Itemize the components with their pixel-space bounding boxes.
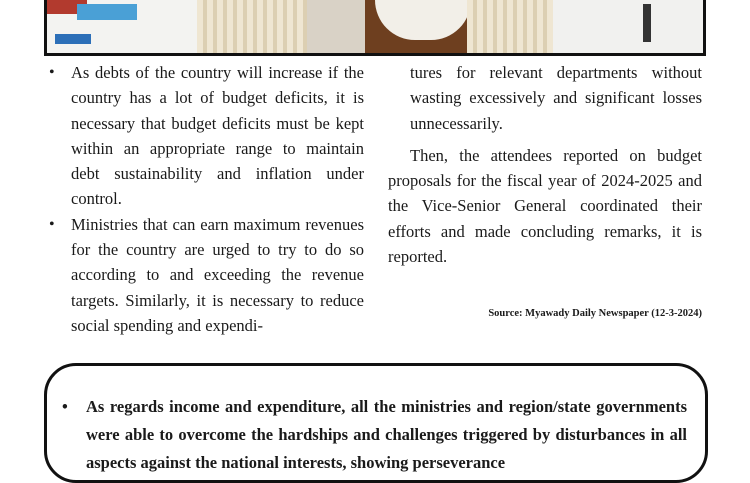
meeting-photo: [44, 0, 706, 56]
source-credit: Source: Myawady Daily Newspaper (12-3-2024): [488, 308, 702, 319]
bullet-revenues: • Ministries that can earn maximum revenues for the country are urged to try to do so according to and exceeding the revenue targets. Similarly, it is necessary to reduce social spending and expendi-: [46, 212, 364, 338]
paragraph-attendees: Then, the attendees reported on budget proposals for the fiscal year of 2024-2025 and the Vice-Senior General coordinated their efforts and made concluding remarks, it is reported.: [388, 145, 702, 267]
continued-text: tures for relevant departments without wasting excessively and significant losses unnecessarily.: [410, 63, 702, 133]
box-bullet: • As regards income and expenditure, all the ministries and region/state governments were able to overcome the hardships and challenges triggered by disturbances in all aspects against the national interests, showing perseverance: [62, 393, 687, 477]
left-column: [46, 60, 364, 338]
right-column: [388, 60, 702, 269]
bullet-debt: • As debts of the country will increase if the country has a lot of budget deficits, it is necessary that budget deficits must be kept within an appropriate range to maintain debt sustainability and inflation under control.: [46, 60, 364, 212]
highlight-box-text: [62, 393, 687, 477]
